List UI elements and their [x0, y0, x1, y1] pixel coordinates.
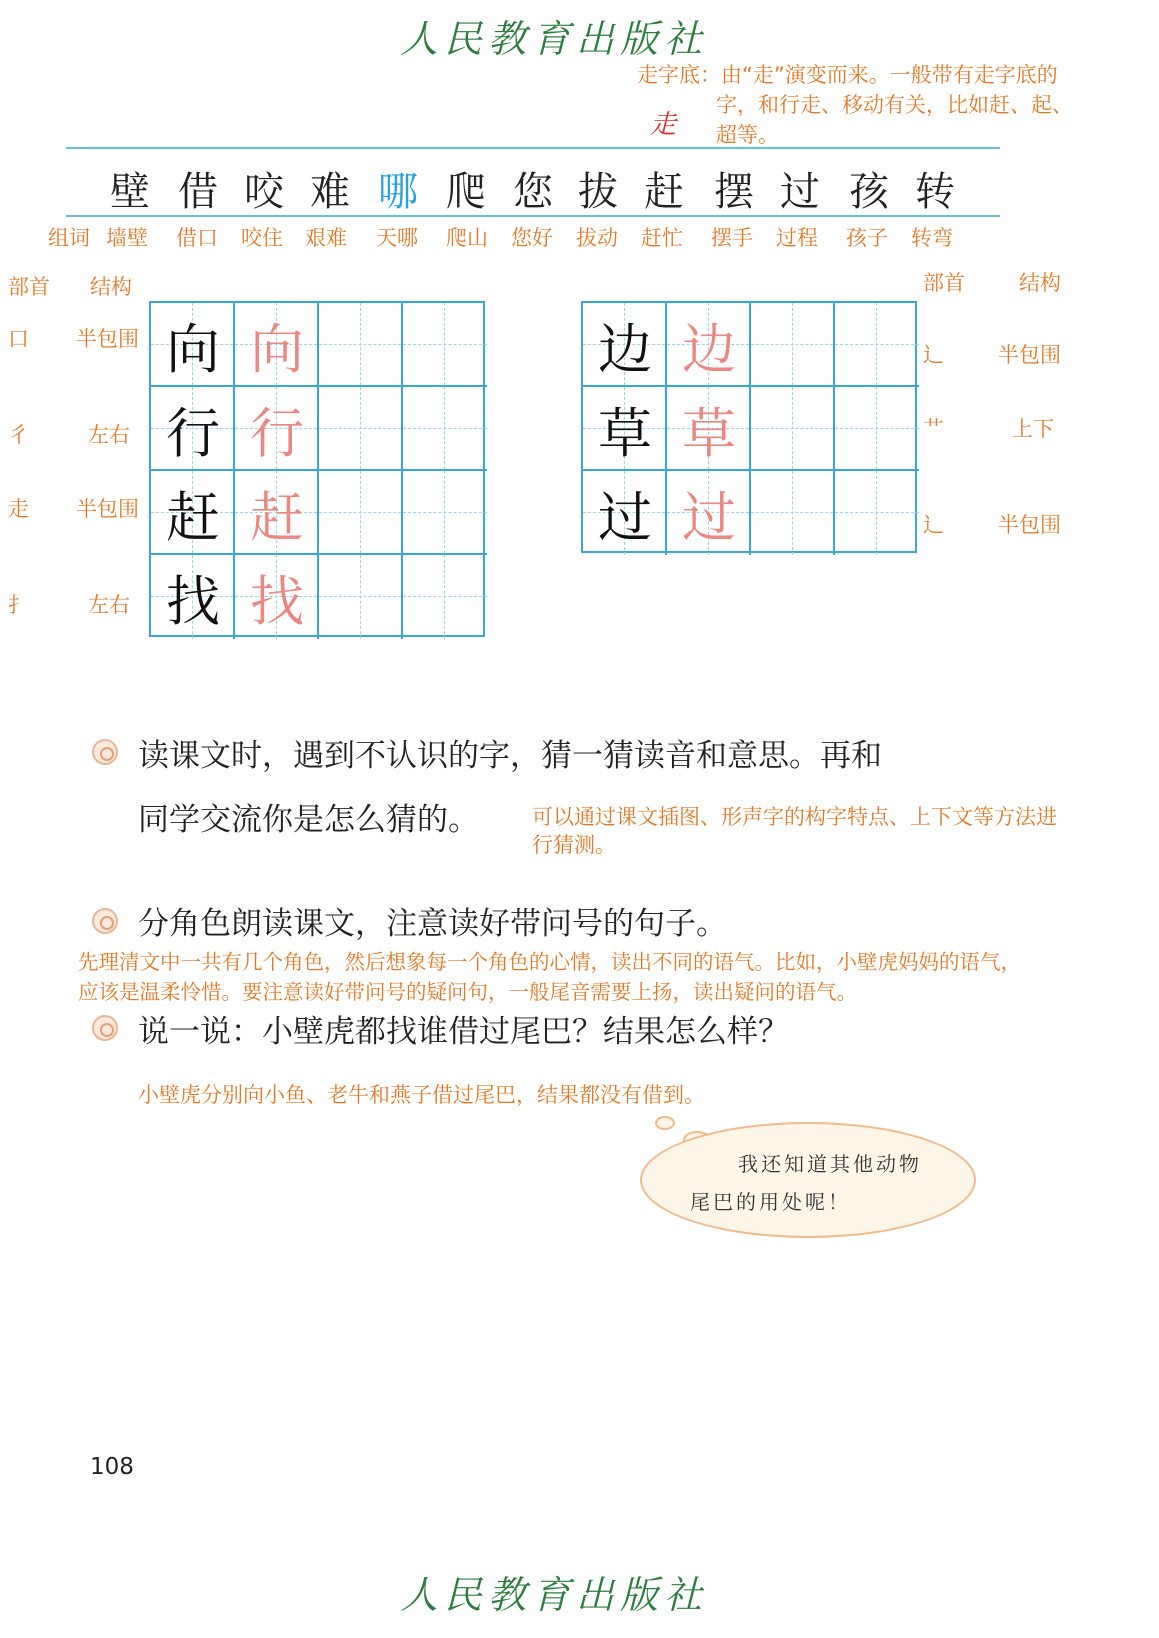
word-item: 墙壁 [106, 226, 148, 250]
radical-note-line3: 超等。 [716, 123, 779, 147]
task-bullet-icon [92, 739, 118, 765]
left-header-radical: 部首 [8, 275, 50, 299]
task-bullet-icon [92, 1015, 118, 1041]
grid-cell [151, 387, 235, 471]
grid-cell [751, 387, 835, 471]
grid-char-trace: 向 [250, 317, 304, 381]
left-row-radical: 走 [8, 497, 29, 521]
task2-text: 分角色朗读课文，注意读好带问号的句子。 [138, 906, 727, 942]
grid-char: 过 [598, 485, 652, 549]
right-writing-grid [581, 301, 917, 553]
task1-note-line2: 行猜测。 [532, 833, 616, 857]
grid-cell [319, 303, 403, 387]
radical-note-glyph: 走 [650, 110, 677, 140]
grid-cell [403, 303, 487, 387]
grid-cell [835, 471, 919, 555]
grid-cell [751, 303, 835, 387]
right-header-radical: 部首 [923, 271, 965, 295]
char-item: 孩 [849, 169, 889, 215]
char-item: 拔 [578, 169, 618, 215]
char-row-top-line [66, 147, 1000, 149]
grid-cell [151, 471, 235, 555]
word-item: 拔动 [576, 226, 618, 250]
char-item: 赶 [644, 169, 684, 215]
grid-cell [235, 471, 319, 555]
right-row-structure: 半包围 [998, 343, 1061, 367]
bubble-puff [655, 1116, 675, 1130]
right-header-structure: 结构 [1019, 271, 1061, 295]
word-item: 咬住 [241, 226, 283, 250]
left-row-structure: 半包围 [76, 497, 139, 521]
left-row-radical: 彳 [8, 423, 29, 447]
grid-cell [235, 555, 319, 639]
left-row-radical: 口 [8, 327, 29, 351]
grid-cell [751, 471, 835, 555]
task1-line1: 读课文时，遇到不认识的字，猜一猜读音和意思。再和 [138, 738, 882, 774]
left-row-radical: 扌 [8, 593, 29, 617]
char-item: 借 [178, 169, 218, 215]
grid-char: 向 [166, 317, 220, 381]
grid-cell [403, 387, 487, 471]
task-bullet-icon [92, 908, 118, 934]
word-item: 过程 [776, 226, 818, 250]
word-item: 借口 [176, 226, 218, 250]
task1-line2: 同学交流你是怎么猜的。 [138, 802, 479, 838]
thought-bubble [640, 1122, 976, 1238]
word-label: 组词 [48, 226, 90, 250]
radical-note-line2: 字，和行走、移动有关，比如赶、起、 [716, 93, 1073, 117]
word-item: 转弯 [911, 226, 953, 250]
grid-char-trace: 过 [682, 485, 736, 549]
char-item: 咬 [244, 169, 284, 215]
grid-cell [835, 303, 919, 387]
task3-text: 说一说：小壁虎都找谁借过尾巴？结果怎么样？ [138, 1014, 789, 1050]
grid-char: 找 [166, 569, 220, 633]
grid-cell [235, 303, 319, 387]
grid-char-trace: 草 [682, 401, 736, 465]
left-header-structure: 结构 [90, 275, 132, 299]
grid-char: 行 [166, 401, 220, 465]
task3-note: 小壁虎分别向小鱼、老牛和燕子借过尾巴，结果都没有借到。 [138, 1083, 705, 1107]
page-number: 108 [90, 1454, 134, 1480]
word-item: 您好 [511, 226, 553, 250]
word-item: 天哪 [376, 226, 418, 250]
word-item: 孩子 [846, 226, 888, 250]
bubble-line2: 尾巴的用处呢！ [690, 1190, 851, 1214]
grid-char-trace: 边 [682, 317, 736, 381]
word-item: 赶忙 [641, 226, 683, 250]
right-row-radical: 艹 [923, 417, 944, 441]
right-row-radical: 辶 [923, 513, 944, 537]
grid-cell [583, 387, 667, 471]
char-item: 爬 [446, 169, 486, 215]
char-item: 您 [513, 169, 553, 215]
grid-cell [151, 303, 235, 387]
word-item: 艰难 [305, 226, 347, 250]
radical-note-line1: 走字底：由“走”演变而来。一般带有走字底的 [637, 63, 1058, 87]
grid-char-trace: 行 [250, 401, 304, 465]
grid-cell [403, 555, 487, 639]
publisher-header: 人民教育出版社 [400, 17, 709, 61]
grid-cell [235, 387, 319, 471]
left-row-structure: 左右 [88, 593, 130, 617]
char-item: 摆 [714, 169, 754, 215]
word-item: 爬山 [446, 226, 488, 250]
grid-cell [319, 555, 403, 639]
bubble-line1: 我还知道其他动物 [738, 1152, 922, 1176]
grid-char-trace: 找 [250, 569, 304, 633]
task2-note-line1: 先理清文中一共有几个角色，然后想象每一个角色的心情，读出不同的语气。比如，小壁虎妈妈的语气， [78, 950, 1021, 974]
left-writing-grid [149, 301, 485, 637]
grid-cell [667, 387, 751, 471]
grid-cell [319, 471, 403, 555]
char-item: 转 [915, 169, 955, 215]
grid-cell [151, 555, 235, 639]
right-row-structure: 上下 [1012, 417, 1054, 441]
left-row-structure: 半包围 [76, 327, 139, 351]
char-item: 壁 [110, 169, 150, 215]
grid-cell [319, 387, 403, 471]
char-item-highlighted: 哪 [378, 169, 418, 215]
grid-cell [667, 303, 751, 387]
task2-note-line2: 应该是温柔怜惜。要注意读好带问号的疑问句，一般尾音需要上扬，读出疑问的语气。 [78, 980, 857, 1004]
grid-cell [583, 471, 667, 555]
grid-cell [403, 471, 487, 555]
right-row-radical: 辶 [923, 343, 944, 367]
grid-char-trace: 赶 [250, 485, 304, 549]
grid-char: 草 [598, 401, 652, 465]
grid-cell [583, 303, 667, 387]
publisher-footer: 人民教育出版社 [400, 1573, 709, 1617]
grid-char: 赶 [166, 485, 220, 549]
grid-cell [835, 387, 919, 471]
char-item: 难 [310, 169, 350, 215]
left-row-structure: 左右 [88, 423, 130, 447]
task1-note-line1: 可以通过课文插图、形声字的构字特点、上下文等方法进 [532, 805, 1057, 829]
right-row-structure: 半包围 [998, 513, 1061, 537]
grid-cell [667, 471, 751, 555]
grid-char: 边 [598, 317, 652, 381]
char-item: 过 [780, 169, 820, 215]
word-item: 摆手 [711, 226, 753, 250]
